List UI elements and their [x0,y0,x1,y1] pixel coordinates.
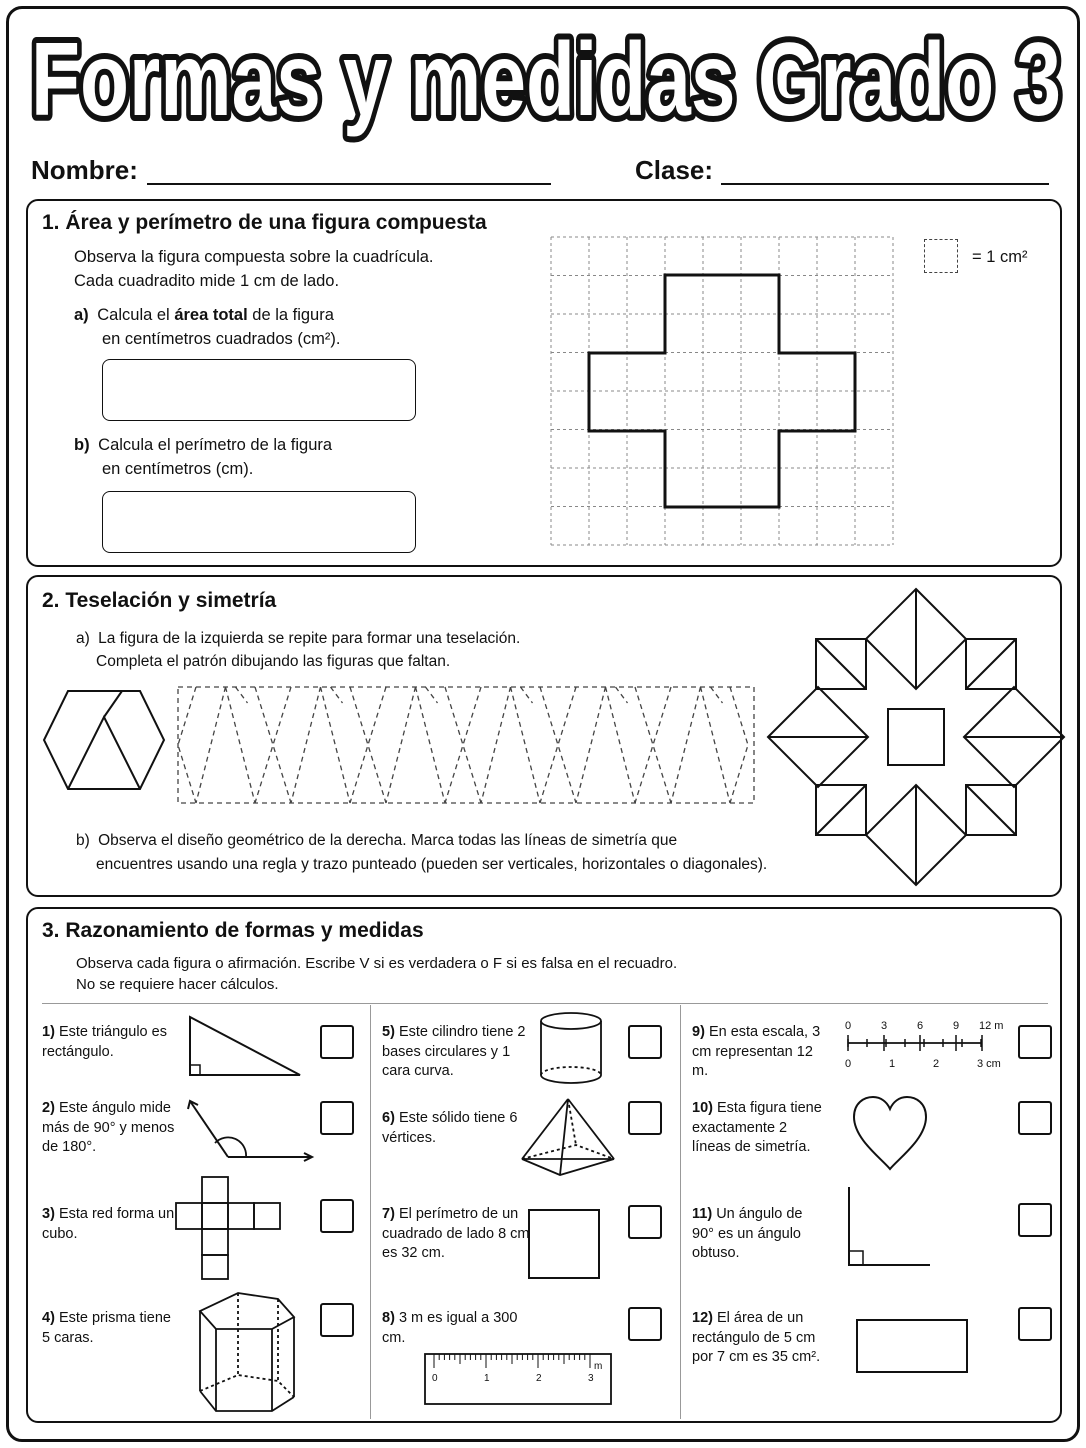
item-6-number: 6) [382,1110,395,1126]
item-4 [42,1309,182,1348]
item-3 [42,1205,182,1244]
scale-bottom-label: 0 [845,1058,852,1070]
item-4-text: Este prisma tiene 5 caras. [42,1310,171,1346]
question-2a-label: a) [76,630,90,647]
item-5 [382,1023,532,1082]
section-1-number: 1. [42,211,60,234]
heart-shape [852,1095,928,1171]
right-triangle [188,1015,302,1077]
item-2-text: Este ángulo mide más de 90° y menos de 180°. [42,1100,175,1155]
scale-top-label: 6 [917,1020,924,1032]
section-1-intro-2: Cada cuadradito mide 1 cm de lado. [74,272,340,290]
cross-figure-grid [551,237,893,549]
ruler-label: 3 [588,1373,594,1384]
section-2-number: 2. [42,589,60,612]
answer-box-item-8[interactable] [628,1307,662,1341]
cube-net [174,1175,284,1281]
question-1a-text-bold: área total [174,306,248,324]
section-1-title: Área y perímetro de una figura compuesta [65,211,487,234]
answer-box-item-4[interactable] [320,1303,354,1337]
grid-lines [551,237,893,545]
name-label: Nombre: [31,155,138,185]
question-2b [76,829,677,853]
item-1-text: Este triángulo es rectángulo. [42,1024,167,1060]
item-8-number: 8) [382,1310,395,1326]
answer-box-item-10[interactable] [1018,1101,1052,1135]
item-8 [382,1309,532,1348]
ruler-unit: m [594,1361,603,1372]
rectangle-figure [856,1319,968,1373]
answer-box-item-9[interactable] [1018,1025,1052,1059]
square-pyramid [520,1097,616,1179]
scale-bottom-label: 2 [933,1058,940,1070]
pentagonal-prism [198,1291,298,1419]
answer-box-1b[interactable] [102,491,416,553]
item-2 [42,1099,182,1158]
item-12 [692,1309,828,1368]
unit-square-label: = 1 cm² [972,248,1028,266]
scale-bottom-label: 1 [889,1058,896,1070]
item-7-text: El perímetro de un cuadrado de lado 8 cm es 32 cm. [382,1206,530,1261]
unit-square-icon [924,239,958,273]
title-outline-text: Formas y medidas Grado 3 [31,22,1061,138]
item-11-number: 11) [692,1206,713,1222]
question-1b-text: Calcula el perímetro de la figura [98,436,333,454]
item-12-number: 12) [692,1310,713,1326]
answer-box-item-1[interactable] [320,1025,354,1059]
answer-box-item-5[interactable] [628,1025,662,1059]
section-3-heading [42,919,424,943]
question-2b-text: Observa el diseño geométrico de la derecha. Marca todas las líneas de simetría que [98,832,678,849]
class-field[interactable] [721,183,1049,185]
ruler-label: 2 [536,1373,542,1384]
item-10-text: Esta figura tiene exactamente 2 líneas de simetría. [692,1100,822,1155]
item-1-number: 1) [42,1024,55,1040]
section-3 [26,907,1062,1423]
question-2a-line-2: Completa el patrón dibujando las figuras que faltan. [96,653,451,670]
question-1a [74,303,334,327]
scale-top-label: 12 m [979,1020,1004,1032]
section-2-title: Teselación y simetría [65,589,277,612]
answer-box-1a[interactable] [102,359,416,421]
class-label: Clase: [635,155,714,185]
scale-top-label: 0 [845,1020,852,1032]
item-5-text: Este cilindro tiene 2 bases circulares y 1 cara curva. [382,1024,526,1079]
worksheet-title [23,15,1069,138]
item-12-text: El área de un rectángulo de 5 cm por 7 cm es 35 cm². [692,1310,821,1365]
item-5-number: 5) [382,1024,395,1040]
worksheet [6,6,1080,1442]
section-3-intro-1: Observa cada figura o afirmación. Escribe V si es verdadera o F si es falsa en el recuadro. [76,955,678,972]
cylinder [538,1011,604,1087]
section-1-heading [42,211,487,235]
section-3-title: Razonamiento de formas y medidas [65,919,424,942]
map-scale [832,1019,1012,1077]
section-2-heading [42,589,276,613]
item-3-text: Esta red forma un cubo. [42,1206,175,1242]
column-divider-2 [680,1005,681,1419]
question-1a-line-2: en centímetros cuadrados (cm²). [102,330,341,348]
item-9-text: En esta escala, 3 cm representan 12 m. [692,1024,821,1079]
unit-square-legend [924,239,1054,275]
question-1b-label: b) [74,436,90,454]
answer-box-item-11[interactable] [1018,1203,1052,1237]
title-fill-text: Formas y medidas Grado 3 [31,22,1061,138]
item-9-number: 9) [692,1024,705,1040]
item-10 [692,1099,828,1158]
question-1b [74,433,332,457]
tessellation-pattern [176,685,756,805]
section-1-intro-1: Observa la figura compuesta sobre la cuadrícula. [74,248,434,266]
question-1b-line-2: en centímetros (cm). [102,460,254,478]
ruler-label: 0 [432,1373,438,1384]
right-angle-figure [846,1185,932,1271]
section-2 [26,575,1062,897]
item-9 [692,1023,828,1082]
section-3-number: 3. [42,919,60,942]
question-1a-text-post: de la figura [247,306,334,324]
section-3-intro-2: No se requiere hacer cálculos. [76,976,279,993]
answer-box-item-2[interactable] [320,1101,354,1135]
square-figure [528,1209,600,1279]
item-6 [382,1109,532,1148]
item-11-text: Un ángulo de 90° es un ángulo obtuso. [692,1206,803,1261]
answer-box-item-12[interactable] [1018,1307,1052,1341]
question-1a-label: a) [74,306,89,324]
symmetry-design [766,585,1066,889]
item-7-number: 7) [382,1206,395,1222]
answer-box-item-7[interactable] [628,1205,662,1239]
question-1a-text-pre: Calcula el [97,306,175,324]
item-11 [692,1205,828,1264]
meter-ruler [424,1353,612,1405]
scale-top-label: 3 [881,1020,888,1032]
answer-box-item-6[interactable] [628,1101,662,1135]
answer-box-item-3[interactable] [320,1199,354,1233]
item-2-number: 2) [42,1100,55,1116]
name-field[interactable] [147,183,551,185]
item-8-text: 3 m es igual a 300 cm. [382,1310,518,1346]
question-2b-label: b) [76,832,90,849]
item-4-number: 4) [42,1310,55,1326]
ruler-label: 1 [484,1373,490,1384]
column-divider-1 [370,1005,371,1419]
section-1 [26,199,1062,567]
item-6-text: Este sólido tiene 6 vértices. [382,1110,518,1146]
scale-top-label: 9 [953,1020,960,1032]
item-3-number: 3) [42,1206,55,1222]
item-7 [382,1205,532,1264]
hexagon-tile [42,689,166,791]
item-10-number: 10) [692,1100,713,1116]
section-3-divider [42,1003,1048,1004]
question-2a [76,627,520,651]
item-1 [42,1023,182,1062]
name-row [31,151,1061,191]
question-2a-text: La figura de la izquierda se repite para formar una teselación. [98,630,521,647]
question-2b-line-2: encuentres usando una regla y trazo punteado (pueden ser verticales, horizontales o diagonales). [96,856,768,873]
scale-bottom-label: 3 cm [977,1058,1001,1070]
angle-figure [186,1099,316,1163]
